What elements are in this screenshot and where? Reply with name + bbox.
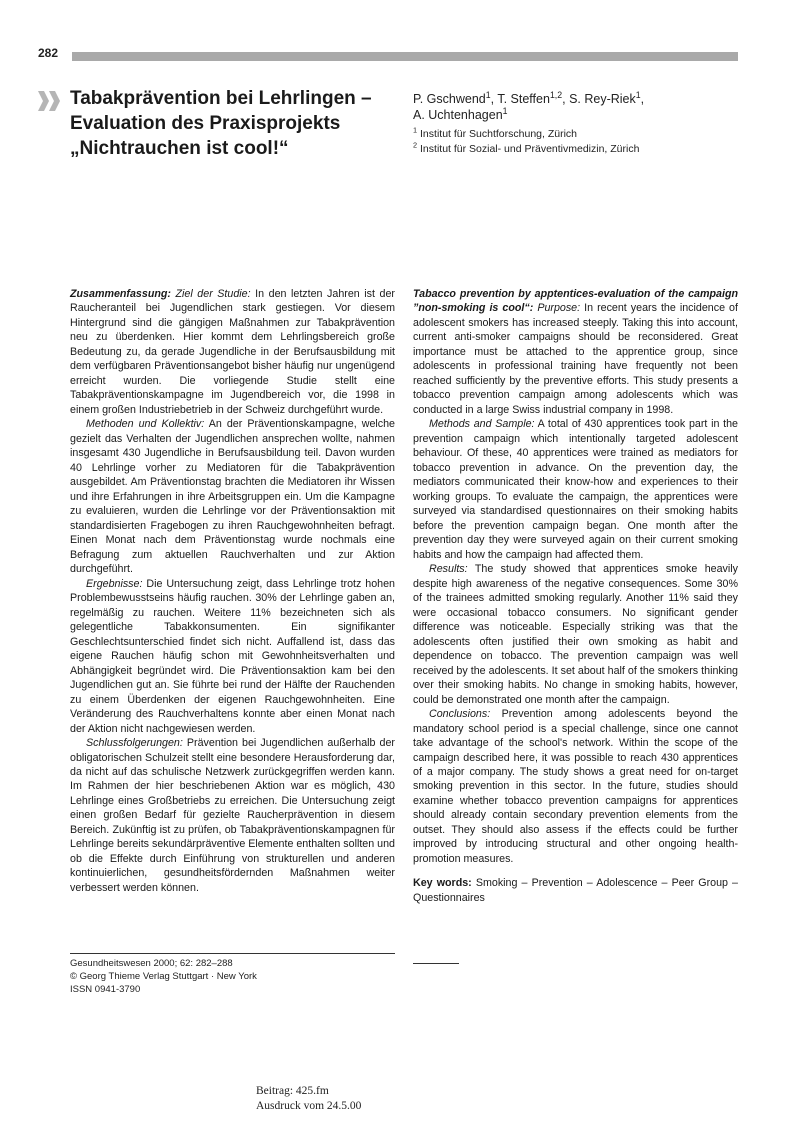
author-affiliation-mark: 1 — [485, 89, 491, 100]
abstract-paragraph — [413, 287, 738, 417]
author-name: P. Gschwend — [413, 92, 486, 106]
paragraph-text: An der Präventionskampagne, welche gezielt das Verhalten der Jugendlichen ansprechen wollte, nahmen insgesamt 430 Jugendliche in Berufsausbildung teil. Davon wurden 40 Lehrlinge vorher zu Mediatoren für die Tabakprävention ausgebildet. Am Präventionstag brachten die Mediatoren ihr Wissen und ihre Erfahrungen in ihre Arbeitsgruppen ein. Um die Kampagne zu evaluieren, wurden die Lehrlinge vor der Präventionsaktion mit standardisierten Fragebogen zu ihren Rauchgewohnheiten befragt. Einen Monat nach dem Präventionstag wurde nochmals eine Befragung zum aktuellen Rauchverhalten und zur Aktion durchgeführt. — [70, 418, 395, 576]
paragraph-text: A total of 430 apprentices took part in the prevention campaign which intentionally targeted adolescent behaviour. Of these, 40 apprentices were trained as mediators for tobacco prevention in advance. On the prevention day, the mediators communicated their know-how and experiences to their working groups. To evaluate the campaign, the apprentices were surveyed via standardised questionnaires on their smoking habits before the prevention campaign began. One month after the prevention day they were surveyed again on their current smoking habits and how the campaign had affected them. — [413, 418, 738, 561]
author-name: A. Uchtenhagen — [413, 108, 503, 122]
section-label: Methoden und Kollektiv: — [86, 418, 205, 431]
copyright: © Georg Thieme Verlag Stuttgart · New York — [70, 971, 257, 982]
production-line: Ausdruck vom 24.5.00 — [256, 1100, 362, 1112]
affiliation-text: Institut für Suchtforschung, Zürich — [420, 128, 578, 140]
footnote-rule — [413, 963, 459, 964]
paragraph-text: In recent years the incidence of adolescent smokers has increased steeply. Taking this into account, current anti-smoker campaigns should be reconsidered. Great importance must be attached to the apprentice group, since adolescents in professional training have frequently not been reached sufficiently by the preventive efforts. This study presents a tobacco prevention campaign among adolescents which was conducted in a large Swiss industrial company in 1998. — [413, 302, 738, 416]
section-label: Schlussfolgerungen: — [86, 737, 183, 750]
affiliation — [413, 142, 743, 157]
abstract-paragraph — [70, 417, 395, 576]
journal-citation: Gesundheitswesen 2000; 62: 282–288 — [70, 958, 233, 969]
issn: ISSN 0941-3790 — [70, 984, 141, 995]
author-affiliation-mark: 1,2 — [549, 89, 563, 100]
production-info — [256, 1084, 361, 1114]
abstract-paragraph — [70, 736, 395, 895]
section-label: Results: — [429, 563, 468, 576]
section-label: Ziel der Studie: — [175, 288, 251, 300]
paragraph-text: Die Untersuchung zeigt, dass Lehrlinge trotz hohen Problembewusstseins häufig rauchen. 30% der Lehrlinge gaben an, regelmäßig zu rauchen. Weitere 11% bezeichneten sich als gelegentliche Tabakkonsumenten. Ein signifikanter Geschlechtsunterschied findet sich nicht. Auffallend ist, dass das eigene Rauchen häufig schon mit Gewohnheitsverhalten und Abhängigkeit begründet wird. Die Präventionsaktion kam bei den Jugendlichen gut an. Sie führte bei rund der Hälfte der Rauchenden zu einem Überdenken der eigenen Rauchgewohnheiten. Eine Veränderung des Rauchverhaltens konnte aber einen Monat nach der Aktion nicht nachgewiesen werden. — [70, 577, 395, 735]
affiliation-number: 2 — [413, 140, 418, 149]
abstract-paragraph — [70, 287, 395, 417]
author-name: S. Rey-Riek — [569, 92, 636, 106]
section-label: Ergebnisse: — [86, 577, 143, 590]
article-title — [70, 86, 400, 161]
keywords-label: Key words: — [413, 877, 472, 890]
author-separator: , — [562, 92, 570, 106]
page-number: 282 — [38, 46, 59, 60]
author-separator: , — [490, 92, 498, 106]
affiliation-text: Institut für Sozial- und Präventivmedizin, Zürich — [420, 142, 640, 155]
keywords — [413, 876, 738, 905]
author-affiliation-mark: 1 — [502, 105, 508, 116]
english-title: Tabacco prevention by apptentices-evaluation of the campaign ”non-smoking is cool“: — [413, 288, 738, 315]
abstract-english — [413, 287, 738, 905]
paragraph-text: Prävention bei Jugendlichen außerhalb der obligatorischen Schulzeit stellt eine besondere Herausforderung dar, da nicht auf das schulische Netzwerk zurückgegriffen werden kann. Im Rahmen der hier beschriebenen Aktion war es möglich, 430 Lehrlinge eines Großbetriebs zu erreichen. Die Untersuchung zeigt einen großen Bedarf für gezielte Raucherprävention in diesem Bereich. Zukünftig ist zu prüfen, ob Tabakpräventionskampagnen für Lehrlinge bereits sekundärpräventive Elemente enthalten sollten und ob die Effekte durch Einführung von strukturellen und anderen kontinuierlichen, gesundheitsfördernden Maßnahmen weiter verbessert werden können. — [70, 737, 395, 894]
production-line: Beitrag: 425.fm — [256, 1085, 329, 1097]
abstract-paragraph — [413, 707, 738, 866]
abstract-paragraph — [413, 417, 738, 562]
author-line — [413, 91, 743, 107]
author-affiliation-mark: 1 — [635, 89, 641, 100]
paragraph-text: Prevention among adolescents beyond the mandatory school period is a special challenge, since one cannot take advantage of the school's network. Within the scope of the campaign described here, it was possible to reach 430 apprentices of a major company. The study shows a great need for on-target smoking prevention in this sector. In the future, studies should examine whether tobacco prevention campaigns for apprentices should already contain secondary prevention elements from the outset. They should also assess if the effects could be further improved by introducing structural and other ongoing health-promotion measures. — [413, 708, 738, 865]
header-bar — [72, 52, 738, 61]
author-line — [413, 107, 743, 123]
abstract-paragraph — [413, 562, 738, 707]
double-chevron-icon — [38, 91, 62, 111]
title-line: „Nichtrauchen ist cool!“ — [70, 138, 289, 159]
section-label: Purpose: — [537, 302, 581, 315]
author-separator: , — [640, 92, 645, 106]
keywords-text: Smoking – Prevention – Adolescence – Peer Group – Questionnaires — [413, 877, 739, 904]
affiliations — [413, 127, 743, 156]
title-line: Tabakprävention bei Lehrlingen – — [70, 88, 372, 109]
section-label: Conclusions: — [429, 708, 491, 721]
paragraph-text: The study showed that apprentices smoke heavily despite high awareness of the negative consequences. Some 30% of the trainees admitted smoking regularly. Another 11% said they were occasional tobacco consumers. No significant gender difference was noticeable. Especially striking was that the adolescents often justified their own smoking as habit and dependence on tobacco. The prevention campaign was well received by the adolescents. It set about half of the smokers thinking over their smoking habits. No change in smoking habits, however, could be demonstrated one month after the campaign. — [413, 563, 738, 706]
footnote-rule — [70, 953, 395, 954]
title-line: Evaluation des Praxisprojekts — [70, 113, 341, 134]
author-list — [413, 91, 743, 123]
affiliation-number: 1 — [413, 125, 418, 135]
abstract-german — [70, 287, 395, 895]
section-label: Methods and Sample: — [429, 418, 535, 431]
abstract-heading: Zusammenfassung: — [70, 288, 171, 300]
author-name: T. Steffen — [497, 92, 550, 106]
abstract-paragraph — [70, 577, 395, 736]
citation-footer — [70, 957, 257, 996]
paragraph-text: In den letzten Jahren ist der Raucheranteil bei Jugendlichen stark gestiegen. Vor diesem Hintergrund sind die gängigen Maßnahmen zur Tabakprävention neu zu überdenken. Hier kommt dem Lehrlingsbereich große Bedeutung zu, da gerade Jugendliche in der Berufsausbildung mit dem verfügbaren Präventionsangebot bisher häufig nur ungenügend erreicht wurden. Die vorliegende Studie stellt eine Tabakpräventionskampagne im Jugendbereich vor, die 1998 in einem großen Industriebetrieb in der Schweiz durchgeführt wurde. — [70, 288, 395, 416]
affiliation — [413, 127, 743, 142]
